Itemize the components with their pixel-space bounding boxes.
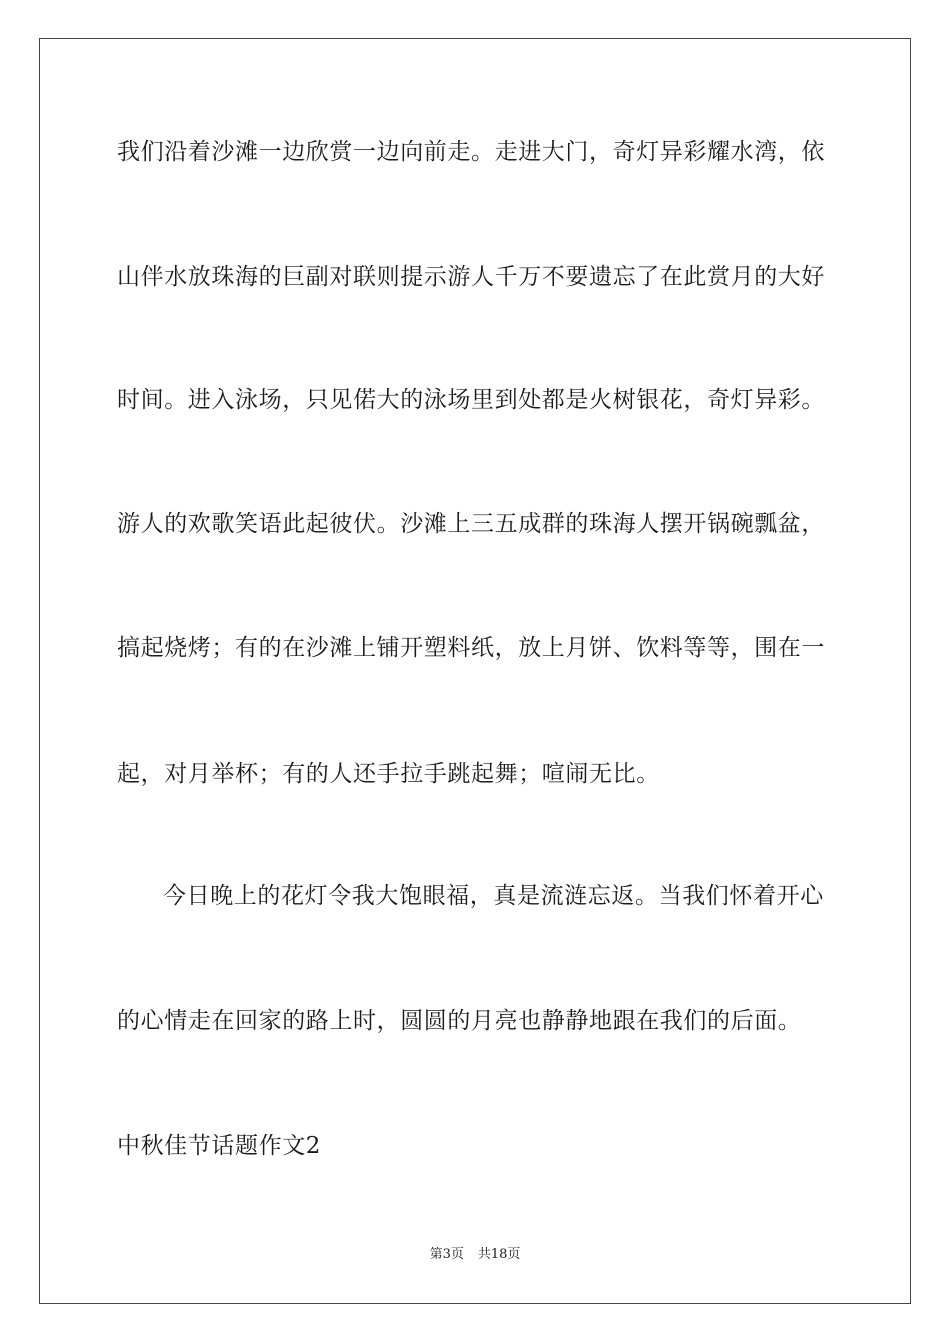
paragraph-line-8: 的心情走在回家的路上时，圆圆的月亮也静静地跟在我们的后面。 xyxy=(117,1008,802,1034)
section-heading: 中秋佳节话题作文2 xyxy=(117,1133,322,1159)
page-frame xyxy=(39,38,911,1304)
paragraph-line-3: 时间。进入泳场，只见偌大的泳场里到处都是火树银花，奇灯异彩。 xyxy=(117,387,825,413)
paragraph-line-4: 游人的欢歌笑语此起彼伏。沙滩上三五成群的珠海人摆开锅碗瓢盆， xyxy=(117,511,825,537)
paragraph-line-1: 我们沿着沙滩一边欣赏一边向前走。走进大门，奇灯异彩耀水湾，依 xyxy=(117,139,825,165)
page-footer xyxy=(0,1246,950,1264)
paragraph-line-6: 起，对月举杯；有的人还手拉手跳起舞；喧闹无比。 xyxy=(117,761,660,787)
paragraph-line-7: 今日晚上的花灯令我大饱眼福，真是流涟忘返。当我们怀着开心 xyxy=(163,883,824,909)
page-total: 共18页 xyxy=(477,1247,521,1262)
page-number: 第3页 xyxy=(429,1247,464,1262)
paragraph-line-2: 山伴水放珠海的巨副对联则提示游人千万不要遗忘了在此赏月的大好 xyxy=(117,264,825,290)
paragraph-line-5: 搞起烧烤；有的在沙滩上铺开塑料纸，放上月饼、饮料等等，围在一 xyxy=(117,635,825,661)
